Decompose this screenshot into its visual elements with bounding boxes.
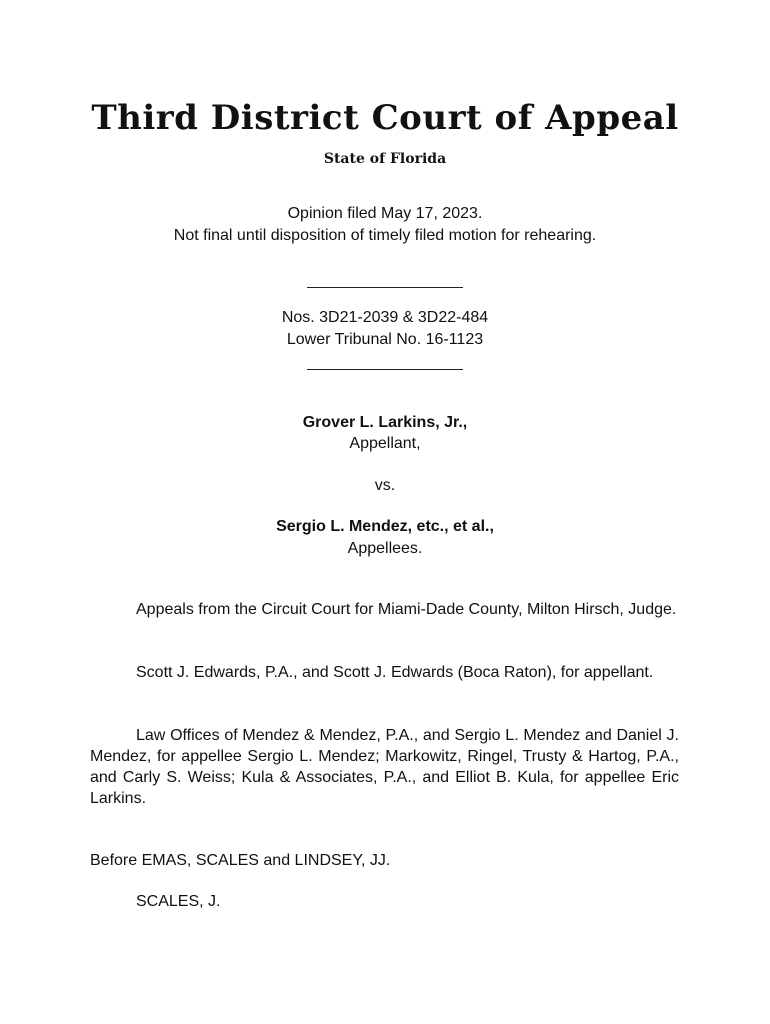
appeal-from-paragraph: Appeals from the Circuit Court for Miami-Dade County, Milton Hirsch, Judge. <box>136 601 677 618</box>
appellee-role: Appellees. <box>347 540 423 557</box>
not-final-notice: Not final until disposition of timely filed motion for rehearing. <box>173 227 597 244</box>
panel-line: Before EMAS, SCALES and LINDSEY, JJ. <box>90 852 391 869</box>
appellant-role: Appellant, <box>349 435 421 452</box>
versus-label: vs. <box>374 477 396 494</box>
case-numbers: Nos. 3D21-2039 & 3D22-484 <box>281 309 489 326</box>
appellee-name: Sergio L. Mendez, etc., et al., <box>276 518 494 535</box>
opinion-author: SCALES, J. <box>136 893 221 910</box>
appellant-counsel-paragraph: Scott J. Edwards, P.A., and Scott J. Edwards (Boca Raton), for appellant. <box>136 664 654 681</box>
court-name-heading: Third District Court of Appeal <box>91 98 679 138</box>
divider-bottom <box>307 369 463 370</box>
state-subheading: State of Florida <box>323 151 447 167</box>
appellee-counsel-paragraph: Law Offices of Mendez & Mendez, P.A., and Sergio L. Mendez and Daniel J. Mendez, for appellee Sergio L. Mendez; Markowitz, Ringel, Trusty & Hartog, P.A., and Carly S. Weiss; Kula & Associates, P.A., and Elliot B. Kula, for appellee Eric Larkins. <box>90 727 679 807</box>
opinion-filed-date: Opinion filed May 17, 2023. <box>287 205 483 222</box>
lower-tribunal-number: Lower Tribunal No. 16-1123 <box>286 331 484 348</box>
appellant-name: Grover L. Larkins, Jr., <box>302 414 468 431</box>
divider-top <box>307 287 463 288</box>
